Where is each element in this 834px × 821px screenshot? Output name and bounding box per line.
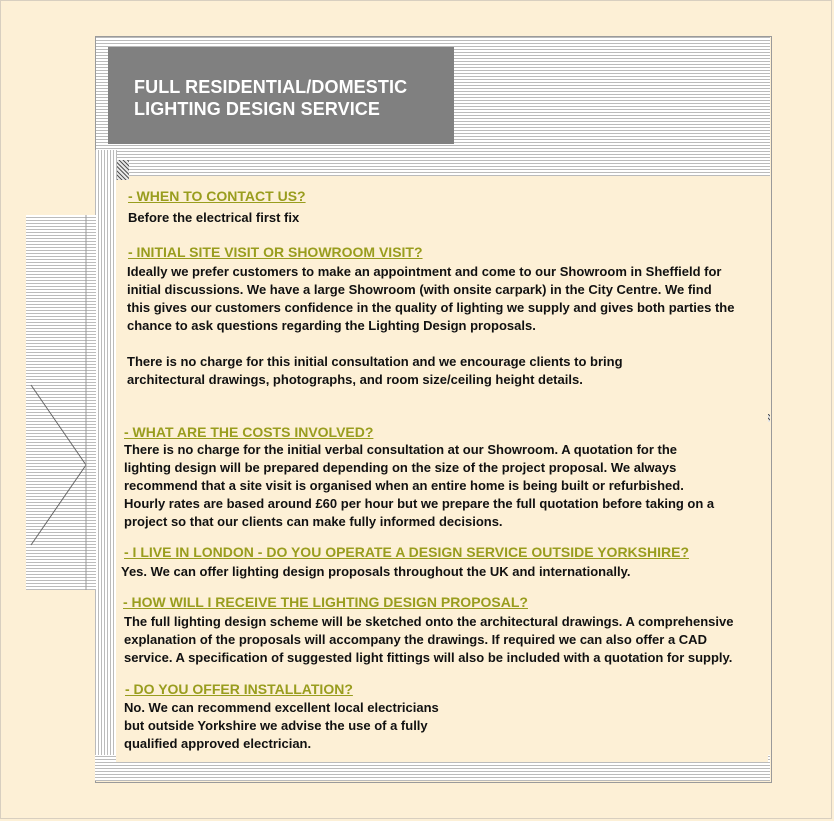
para-when-to-contact bbox=[128, 209, 299, 227]
para-line: Ideally we prefer customers to make an appointment and come to our Showroom in Sheffield for bbox=[127, 264, 722, 279]
floorplan-left-wall bbox=[95, 150, 117, 781]
para-initial-visit bbox=[127, 263, 734, 389]
title-line-2: LIGHTING DESIGN SERVICE bbox=[134, 99, 381, 119]
para-line: Hourly rates are based around £60 per hour but we prepare the full quotation before taking on a bbox=[124, 496, 715, 511]
para-proposal bbox=[124, 613, 733, 667]
heading-costs: - WHAT ARE THE COSTS INVOLVED? bbox=[124, 424, 374, 440]
title-banner bbox=[108, 47, 454, 144]
para-line: The full lighting design scheme will be sketched onto the architectural drawings. A comprehensive bbox=[124, 614, 734, 629]
para-line: chance to ask questions regarding the Lighting Design proposals. bbox=[127, 318, 536, 333]
para-line: Yes. We can offer lighting design proposals throughout the UK and internationally. bbox=[121, 564, 631, 579]
para-line: explanation of the proposals will accompany the drawings. If required we can also offer a CAD bbox=[124, 632, 707, 647]
floorplan-wall-segment-1 bbox=[117, 160, 129, 180]
para-line: architectural drawings, photographs, and room size/ceiling height details. bbox=[127, 372, 583, 387]
para-line: this gives our customers confidence in the quality of lighting we supply and gives both parties the bbox=[127, 300, 735, 315]
para-line: qualified approved electrician. bbox=[124, 736, 312, 751]
para-line: but outside Yorkshire we advise the use of a fully bbox=[124, 718, 428, 733]
heading-initial-visit: - INITIAL SITE VISIT OR SHOWROOM VISIT? bbox=[128, 244, 423, 260]
para-installation bbox=[124, 699, 439, 753]
heading-installation: - DO YOU OFFER INSTALLATION? bbox=[125, 681, 353, 697]
heading-proposal: - HOW WILL I RECEIVE THE LIGHTING DESIGN PROPOSAL? bbox=[123, 594, 528, 610]
para-line: service. A specification of suggested light fittings will also be included with a quotation for supply. bbox=[124, 650, 733, 665]
para-line: project so that our clients can make fully informed decisions. bbox=[124, 514, 503, 529]
heading-when-to-contact: - WHEN TO CONTACT US? bbox=[128, 188, 306, 204]
heading-london: - I LIVE IN LONDON - DO YOU OPERATE A DESIGN SERVICE OUTSIDE YORKSHIRE? bbox=[124, 544, 689, 560]
para-gap bbox=[127, 335, 734, 353]
para-london bbox=[121, 563, 630, 581]
title-line-1: FULL RESIDENTIAL/DOMESTIC bbox=[134, 77, 408, 97]
para-line: There is no charge for this initial consultation and we encourage clients to bring bbox=[127, 354, 623, 369]
floorplan-bay-lines bbox=[26, 215, 96, 590]
para-costs bbox=[124, 441, 714, 531]
para-line: lighting design will be prepared depending on the size of the project proposal. We always bbox=[124, 460, 677, 475]
para-line: No. We can recommend excellent local electricians bbox=[124, 700, 439, 715]
para-line: There is no charge for the initial verbal consultation at our Showroom. A quotation for the bbox=[124, 442, 678, 457]
para-line: Before the electrical first fix bbox=[128, 210, 300, 225]
para-line: initial discussions. We have a large Showroom (with onsite carpark) in the City Centre. We find bbox=[127, 282, 712, 297]
para-line: recommend that a site visit is organised when an entire home is being built or refurbished. bbox=[124, 478, 684, 493]
